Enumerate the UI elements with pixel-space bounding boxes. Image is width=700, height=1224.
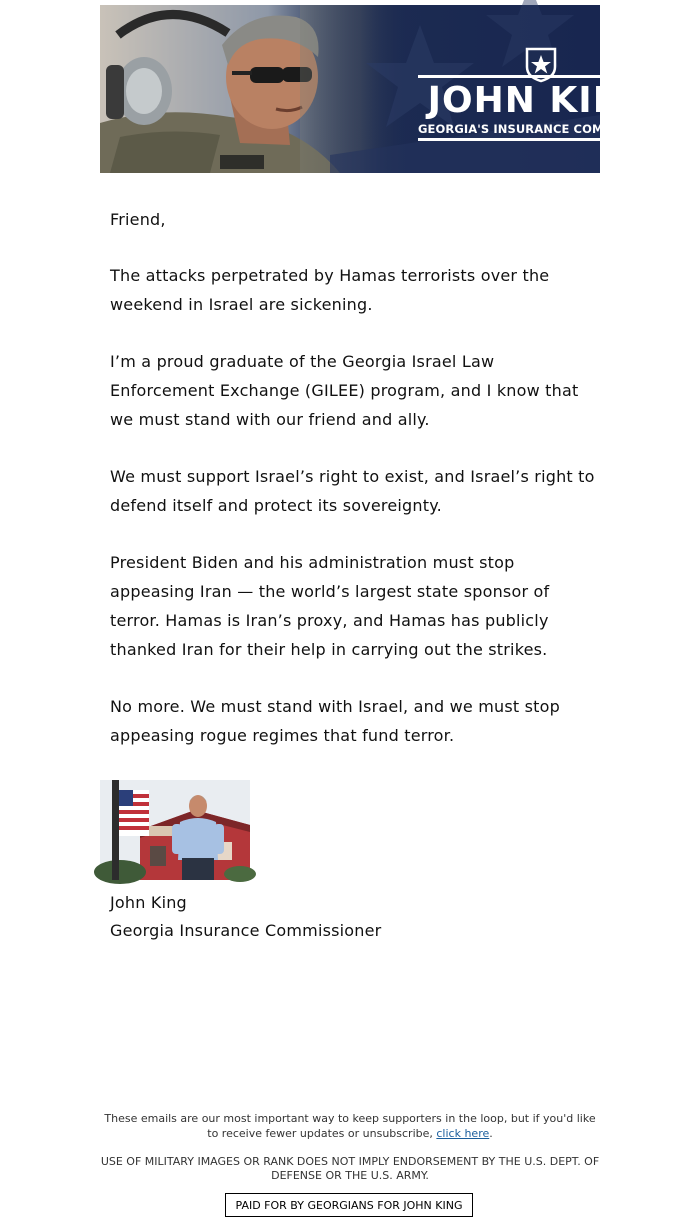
paragraph-1: The attacks perpetrated by Hamas terrorists over the weekend in Israel are sickening. [110, 266, 550, 314]
footer-note-text: These emails are our most important way to keep supporters in the loop, but if you'd like to receive fewer updates or unsubscribe, [104, 1112, 596, 1140]
footer-note-end: . [489, 1127, 493, 1140]
paragraph-3: We must support Israel’s right to exist, and Israel’s right to defend itself and protect its sovereignty. [110, 467, 595, 515]
unsubscribe-link[interactable]: click here [436, 1127, 490, 1140]
paragraph-2: I’m a proud graduate of the Georgia Israel Law Enforcement Exchange (GILEE) program, and I know that we must stand with our friend and ally. [110, 352, 579, 429]
candidate-photo [100, 780, 250, 880]
paragraph-4: President Biden and his administration must stop appeasing Iran — the world’s largest state sponsor of terror. Hamas is Iran’s proxy, and Hamas has publicly thanked Iran for their help in carrying out the strikes. [110, 553, 550, 659]
email-body [110, 205, 600, 778]
logo-name: JOHN KING [427, 80, 655, 121]
paragraph-5: No more. We must stand with Israel, and we must stop appeasing rogue regimes that fund terror. [110, 697, 561, 745]
logo-subtitle: GEORGIA'S INSURANCE COMMISSIONER [418, 122, 677, 136]
header-banner [100, 5, 677, 173]
logo-rule-top [418, 75, 664, 78]
signature-photo [100, 780, 250, 880]
paid-for-box: PAID FOR BY GEORGIANS FOR JOHN KING [225, 1193, 473, 1217]
footer-unsubscribe-note [100, 1111, 600, 1141]
greeting: Friend, [110, 210, 166, 229]
signature-title: Georgia Insurance Commissioner [110, 921, 382, 940]
signature-name: John King [110, 893, 187, 912]
military-disclaimer: USE OF MILITARY IMAGES OR RANK DOES NOT IMPLY ENDORSEMENT BY THE U.S. DEPT. OF DEFENSE OR THE U.S. ARMY. [100, 1155, 600, 1182]
logo-rule-bottom [418, 138, 664, 141]
